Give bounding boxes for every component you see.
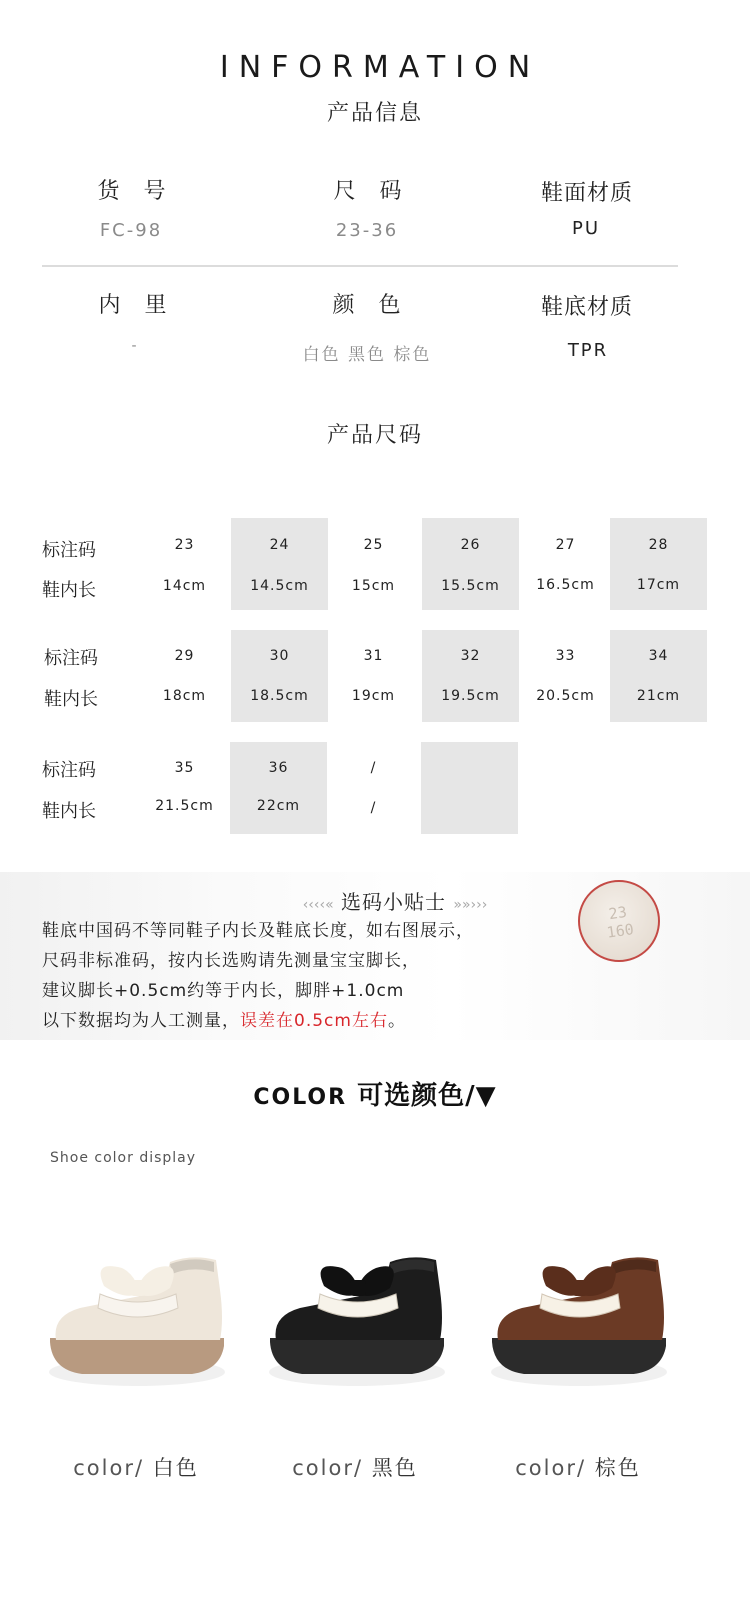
shade-cell xyxy=(422,518,519,610)
color-caption-white xyxy=(36,1452,236,1482)
tip-line-4-prefix: 以下数据均为人工测量， xyxy=(42,1011,240,1031)
shoe-brown xyxy=(491,1257,667,1386)
sole-imprint xyxy=(578,899,660,946)
size-cell: 29 xyxy=(174,648,195,664)
size-cell: 33 xyxy=(555,648,576,664)
color-caption-brown xyxy=(478,1452,678,1482)
upper-material-label: 鞋面材质 xyxy=(540,181,633,206)
size-cell: 23 xyxy=(174,537,195,553)
size-block-3 xyxy=(0,742,750,836)
info-divider xyxy=(42,265,678,267)
length-cell: 19cm xyxy=(351,688,396,704)
shoe-black xyxy=(269,1257,445,1386)
color-section-title xyxy=(0,1075,750,1112)
length-cell: 15.5cm xyxy=(441,578,500,594)
tip-line-3: 建议脚长+0.5cm约等于内长，脚胖+1.0cm xyxy=(42,981,405,1001)
shoe-image-brown xyxy=(484,1250,674,1400)
color-value: 白色 黑色 棕色 xyxy=(302,345,432,365)
info-title: INFORMATION xyxy=(219,50,541,85)
size-label: 尺 码 xyxy=(333,179,403,204)
item-no-label: 货 号 xyxy=(97,179,167,204)
length-cell: 16.5cm xyxy=(536,577,595,593)
sole-material-label: 鞋底材质 xyxy=(540,295,633,320)
tip-line-4-highlight: 误差在0.5cm左右 xyxy=(240,1011,388,1031)
length-row-label: 鞋内长 xyxy=(42,801,96,822)
length-cell: 14cm xyxy=(162,578,207,594)
color-label: 颜 色 xyxy=(332,293,402,318)
color-title-en: COLOR xyxy=(253,1085,348,1110)
item-no-value: FC-98 xyxy=(99,220,163,241)
length-row-label: 鞋内长 xyxy=(42,580,96,601)
tip-line-4 xyxy=(42,1006,406,1031)
length-cell: 21cm xyxy=(636,688,681,704)
length-cell: 22cm xyxy=(256,798,301,814)
lining-label: 内 里 xyxy=(98,293,168,318)
size-cell: 32 xyxy=(460,648,481,664)
tips-title xyxy=(270,886,520,915)
shade-cell xyxy=(610,518,707,610)
color-caption-prefix: color/ xyxy=(515,1456,587,1480)
color-caption-prefix: color/ xyxy=(73,1456,145,1480)
shoe-image-black xyxy=(262,1250,452,1400)
shade-cell xyxy=(610,630,707,722)
size-cell: 28 xyxy=(648,537,669,553)
lining-value: - xyxy=(131,338,139,354)
length-cell: 14.5cm xyxy=(250,578,309,594)
color-title-cn: 可选颜色/ xyxy=(357,1081,476,1111)
shoe-image-white xyxy=(42,1250,232,1400)
length-cell: 15cm xyxy=(351,578,396,594)
size-row-label: 标注码 xyxy=(42,760,96,781)
size-section-title: 产品尺码 xyxy=(326,423,423,448)
shoe-display-label: Shoe color display xyxy=(50,1150,197,1166)
color-caption-name: 白色 xyxy=(152,1456,199,1480)
shade-cell xyxy=(421,742,518,834)
length-cell: 18cm xyxy=(162,688,207,704)
tip-line-4-suffix: 。 xyxy=(387,1011,406,1031)
size-row-label: 标注码 xyxy=(42,540,96,561)
size-cell: 31 xyxy=(363,648,384,664)
size-block-2 xyxy=(0,630,750,724)
color-caption-name: 黑色 xyxy=(371,1456,418,1480)
color-caption-name: 棕色 xyxy=(594,1456,641,1480)
length-row-label: 鞋内长 xyxy=(44,689,98,710)
tip-line-1: 鞋底中国码不等同鞋子内长及鞋底长度，如右图展示， xyxy=(42,921,474,941)
shade-cell xyxy=(422,630,519,722)
info-subtitle: 产品信息 xyxy=(326,101,423,126)
upper-material-value: PU xyxy=(571,218,601,239)
size-cell: 24 xyxy=(269,537,290,553)
tips-deco-left: ‹‹‹‹« xyxy=(302,897,334,913)
sole-imprint-size: 23 xyxy=(607,902,628,924)
length-cell: 17cm xyxy=(636,577,681,593)
tips-title-text: 选码小贴士 xyxy=(341,890,447,914)
color-caption-prefix: color/ xyxy=(292,1456,364,1480)
tips-deco-right: »»››› xyxy=(453,897,488,913)
sole-imprint-length: 160 xyxy=(605,920,635,942)
length-cell: / xyxy=(370,800,377,816)
size-cell: 34 xyxy=(648,648,669,664)
size-range-value: 23-36 xyxy=(335,220,399,241)
size-block-1 xyxy=(0,518,750,612)
shade-cell xyxy=(230,742,327,834)
size-cell: 35 xyxy=(174,760,195,776)
sole-material-value: TPR xyxy=(567,340,609,361)
length-cell: 19.5cm xyxy=(441,688,500,704)
length-cell: 18.5cm xyxy=(250,688,309,704)
color-caption-black xyxy=(255,1452,455,1482)
tip-line-2: 尺码非标准码，按内长选购请先测量宝宝脚长， xyxy=(42,951,420,971)
sole-size-image xyxy=(578,880,660,962)
size-cell: 26 xyxy=(460,537,481,553)
size-cell: 30 xyxy=(269,648,290,664)
size-cell: 27 xyxy=(555,537,576,553)
length-cell: 21.5cm xyxy=(155,798,214,814)
length-cell: 20.5cm xyxy=(536,688,595,704)
size-cell: 36 xyxy=(268,760,289,776)
arrow-down-icon: ▼ xyxy=(475,1081,497,1111)
size-cell: / xyxy=(370,760,377,776)
shoe-white xyxy=(49,1257,225,1386)
size-row-label: 标注码 xyxy=(44,648,98,669)
shade-cell xyxy=(231,630,328,722)
size-cell: 25 xyxy=(363,537,384,553)
shade-cell xyxy=(231,518,328,610)
